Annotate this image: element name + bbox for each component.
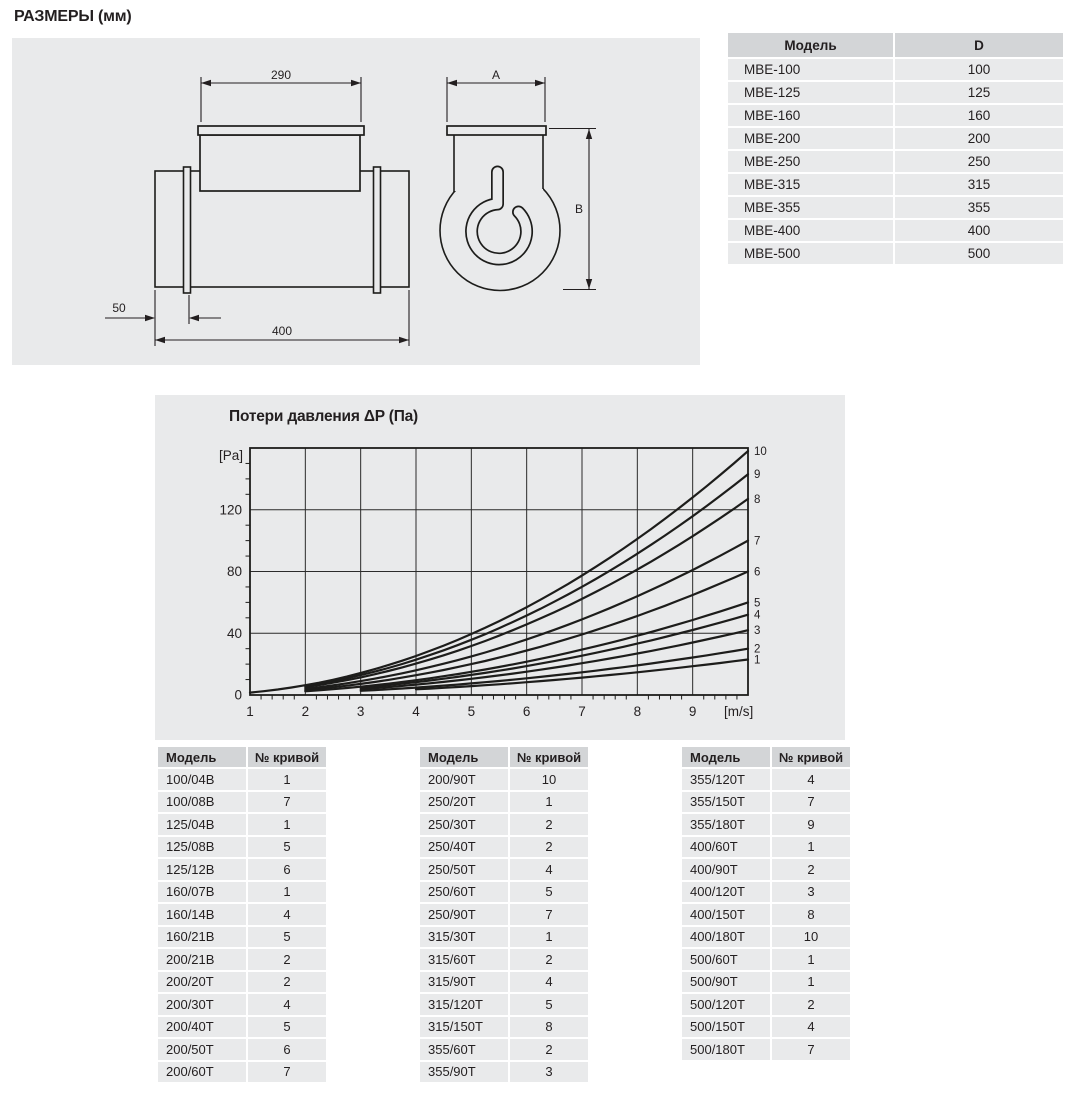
value-cell: 5	[248, 927, 326, 948]
curve-table-2	[418, 745, 590, 1084]
table-row	[158, 1062, 326, 1083]
table-header-row	[420, 747, 588, 767]
model-cell: MBE-355	[728, 197, 893, 218]
column-header-model: Модель	[158, 747, 246, 767]
value-cell: 355	[895, 197, 1063, 218]
model-cell: 400/150T	[682, 904, 770, 925]
model-cell: 200/60T	[158, 1062, 246, 1083]
curve-table-2-body	[420, 769, 588, 1082]
table-row	[158, 972, 326, 993]
front-spigot-lid	[447, 126, 546, 135]
model-cell: 200/50T	[158, 1039, 246, 1060]
dim-label-b: B	[574, 202, 583, 216]
table-row	[158, 769, 326, 790]
model-cell: 355/120T	[682, 769, 770, 790]
dim-label-a: A	[491, 68, 501, 82]
model-cell: MBE-100	[728, 59, 893, 80]
value-cell: 7	[248, 1062, 326, 1083]
model-cell: 100/04B	[158, 769, 246, 790]
table-row	[420, 904, 588, 925]
model-cell: 200/30T	[158, 994, 246, 1015]
table-row	[682, 837, 850, 858]
svg-text:3: 3	[356, 704, 365, 719]
value-cell: 3	[510, 1062, 588, 1083]
model-cell: 500/90T	[682, 972, 770, 993]
value-cell: 5	[510, 882, 588, 903]
value-cell: 1	[248, 814, 326, 835]
value-cell: 2	[248, 972, 326, 993]
table-row	[682, 792, 850, 813]
value-cell: 6	[248, 1039, 326, 1060]
pressure-loss-chart	[155, 395, 845, 740]
model-cell: 250/50T	[420, 859, 508, 880]
model-cell: MBE-315	[728, 174, 893, 195]
value-cell: 2	[248, 949, 326, 970]
table-row	[728, 197, 1063, 218]
value-cell: 4	[772, 769, 850, 790]
svg-text:[Pa]: [Pa]	[218, 448, 243, 463]
value-cell: 5	[510, 994, 588, 1015]
model-cell: 200/40T	[158, 1017, 246, 1038]
model-cell: 125/08B	[158, 837, 246, 858]
table-row	[682, 972, 850, 993]
table-row	[682, 904, 850, 925]
dim-label-400: 400	[271, 324, 293, 338]
value-cell: 5	[248, 1017, 326, 1038]
model-cell: 500/120T	[682, 994, 770, 1015]
value-cell: 7	[510, 904, 588, 925]
model-cell: 250/90T	[420, 904, 508, 925]
svg-text:8: 8	[754, 493, 761, 506]
curve-table-3-body	[682, 769, 850, 1060]
page-title: РАЗМЕРЫ (мм)	[14, 8, 132, 25]
table-row	[420, 814, 588, 835]
model-cell: 400/120T	[682, 882, 770, 903]
model-cell: MBE-160	[728, 105, 893, 126]
model-diameter-table	[726, 31, 1065, 266]
model-cell: 355/180T	[682, 814, 770, 835]
svg-text:1: 1	[246, 704, 254, 719]
table-row	[682, 769, 850, 790]
table-row	[682, 1039, 850, 1060]
model-cell: 400/60T	[682, 837, 770, 858]
value-cell: 400	[895, 220, 1063, 241]
model-cell: MBE-500	[728, 243, 893, 264]
model-cell: 500/150T	[682, 1017, 770, 1038]
value-cell: 4	[248, 904, 326, 925]
table-row	[728, 82, 1063, 103]
model-cell: 315/90T	[420, 972, 508, 993]
table-row	[158, 927, 326, 948]
model-cell: 315/150T	[420, 1017, 508, 1038]
model-cell: 200/21B	[158, 949, 246, 970]
model-cell: 400/180T	[682, 927, 770, 948]
model-cell: 160/14B	[158, 904, 246, 925]
table-row	[682, 927, 850, 948]
value-cell: 100	[895, 59, 1063, 80]
table-row	[420, 994, 588, 1015]
table-row	[158, 904, 326, 925]
model-cell: 200/90T	[420, 769, 508, 790]
model-cell: 355/60T	[420, 1039, 508, 1060]
model-cell: 125/12B	[158, 859, 246, 880]
svg-text:3: 3	[754, 625, 761, 638]
column-header-model: Модель	[728, 33, 893, 57]
table-row	[728, 59, 1063, 80]
value-cell: 3	[772, 882, 850, 903]
svg-text:[m/s]: [m/s]	[724, 704, 754, 719]
value-cell: 8	[772, 904, 850, 925]
svg-text:9: 9	[754, 469, 761, 482]
column-header-curve: № кривой	[510, 747, 588, 767]
svg-text:40: 40	[226, 625, 242, 641]
value-cell: 8	[510, 1017, 588, 1038]
column-header-model: Модель	[682, 747, 770, 767]
table-row	[158, 994, 326, 1015]
svg-text:5: 5	[754, 597, 761, 610]
table-row	[420, 927, 588, 948]
table-row	[420, 837, 588, 858]
table-row	[682, 814, 850, 835]
table-row	[728, 174, 1063, 195]
value-cell: 1	[510, 927, 588, 948]
value-cell: 6	[248, 859, 326, 880]
table-row	[420, 769, 588, 790]
curve-table-1-body	[158, 769, 326, 1082]
model-cell: 200/20T	[158, 972, 246, 993]
clamp-ring-right	[374, 167, 381, 293]
value-cell: 250	[895, 151, 1063, 172]
table-row	[682, 1017, 850, 1038]
svg-text:10: 10	[754, 446, 767, 459]
table-row	[158, 814, 326, 835]
value-cell: 10	[510, 769, 588, 790]
model-cell: MBE-250	[728, 151, 893, 172]
model-cell: 160/21B	[158, 927, 246, 948]
table-row	[158, 1039, 326, 1060]
model-cell: 315/30T	[420, 927, 508, 948]
value-cell: 7	[772, 792, 850, 813]
table-row	[420, 949, 588, 970]
table-row	[728, 151, 1063, 172]
table-row	[158, 1017, 326, 1038]
svg-text:7: 7	[754, 535, 761, 548]
table-row	[728, 220, 1063, 241]
svg-text:0: 0	[234, 687, 242, 703]
model-cell: 160/07B	[158, 882, 246, 903]
table-row	[728, 243, 1063, 264]
value-cell: 2	[510, 837, 588, 858]
value-cell: 4	[772, 1017, 850, 1038]
dim-label-50: 50	[112, 301, 126, 315]
model-cell: 250/30T	[420, 814, 508, 835]
table-row	[420, 882, 588, 903]
model-cell: MBE-400	[728, 220, 893, 241]
value-cell: 4	[248, 994, 326, 1015]
svg-text:5: 5	[467, 704, 476, 719]
model-cell: 315/60T	[420, 949, 508, 970]
model-cell: 250/20T	[420, 792, 508, 813]
chart-title: Потери давления ΔP (Па)	[229, 408, 419, 425]
technical-drawing	[12, 38, 700, 365]
table-row	[158, 859, 326, 880]
model-cell: MBE-200	[728, 128, 893, 149]
value-cell: 4	[510, 972, 588, 993]
value-cell: 315	[895, 174, 1063, 195]
table-header-row	[682, 747, 850, 767]
value-cell: 200	[895, 128, 1063, 149]
table-row	[158, 882, 326, 903]
value-cell: 7	[772, 1039, 850, 1060]
dim-label-290: 290	[270, 68, 292, 82]
table-row	[728, 105, 1063, 126]
table-row	[682, 994, 850, 1015]
value-cell: 2	[510, 949, 588, 970]
svg-text:2: 2	[754, 643, 761, 656]
svg-text:4: 4	[754, 609, 761, 622]
table-row	[420, 792, 588, 813]
value-cell: 2	[510, 814, 588, 835]
table-row	[682, 949, 850, 970]
curve-table-3	[680, 745, 852, 1062]
model-cell: 250/40T	[420, 837, 508, 858]
value-cell: 2	[772, 859, 850, 880]
svg-text:8: 8	[633, 704, 642, 719]
curve-table-1	[156, 745, 328, 1084]
table-row	[158, 837, 326, 858]
value-cell: 7	[248, 792, 326, 813]
value-cell: 9	[772, 814, 850, 835]
model-cell: 355/90T	[420, 1062, 508, 1083]
value-cell: 1	[772, 837, 850, 858]
svg-text:80: 80	[226, 564, 242, 579]
model-cell: 500/60T	[682, 949, 770, 970]
svg-text:6: 6	[522, 704, 531, 719]
svg-text:7: 7	[578, 704, 586, 719]
table-row	[682, 882, 850, 903]
value-cell: 4	[510, 859, 588, 880]
dimensions-drawing-panel	[12, 38, 700, 365]
table-row	[158, 949, 326, 970]
column-header-model: Модель	[420, 747, 508, 767]
pressure-loss-chart-panel	[155, 395, 845, 740]
value-cell: 1	[248, 882, 326, 903]
column-header-curve: № кривой	[248, 747, 326, 767]
model-cell: 400/90T	[682, 859, 770, 880]
model-cell: 125/04B	[158, 814, 246, 835]
column-header-curve: № кривой	[772, 747, 850, 767]
value-cell: 1	[772, 972, 850, 993]
value-cell: 160	[895, 105, 1063, 126]
value-cell: 2	[510, 1039, 588, 1060]
model-cell: 250/60T	[420, 882, 508, 903]
table-row	[420, 1062, 588, 1083]
terminal-box	[200, 135, 360, 191]
svg-text:120: 120	[219, 502, 242, 518]
value-cell: 10	[772, 927, 850, 948]
table-row	[420, 972, 588, 993]
value-cell: 1	[772, 949, 850, 970]
svg-text:6: 6	[754, 566, 761, 579]
svg-text:9: 9	[688, 704, 697, 719]
model-cell: 315/120T	[420, 994, 508, 1015]
svg-text:2: 2	[301, 704, 310, 719]
table-row	[420, 859, 588, 880]
svg-text:4: 4	[412, 704, 420, 719]
column-header-d: D	[895, 33, 1063, 57]
clamp-ring-left	[184, 167, 191, 293]
value-cell: 500	[895, 243, 1063, 264]
svg-text:1: 1	[754, 654, 761, 667]
table-header-row	[158, 747, 326, 767]
terminal-box-lid	[198, 126, 364, 135]
table-row	[682, 859, 850, 880]
value-cell: 125	[895, 82, 1063, 103]
model-cell: 355/150T	[682, 792, 770, 813]
model-cell: 100/08B	[158, 792, 246, 813]
model-diameter-table-body	[728, 59, 1063, 264]
value-cell: 1	[510, 792, 588, 813]
table-row	[728, 128, 1063, 149]
value-cell: 5	[248, 837, 326, 858]
value-cell: 2	[772, 994, 850, 1015]
value-cell: 1	[248, 769, 326, 790]
table-row	[420, 1017, 588, 1038]
table-row	[158, 792, 326, 813]
table-row	[420, 1039, 588, 1060]
model-cell: MBE-125	[728, 82, 893, 103]
table-header-row	[728, 33, 1063, 57]
model-cell: 500/180T	[682, 1039, 770, 1060]
